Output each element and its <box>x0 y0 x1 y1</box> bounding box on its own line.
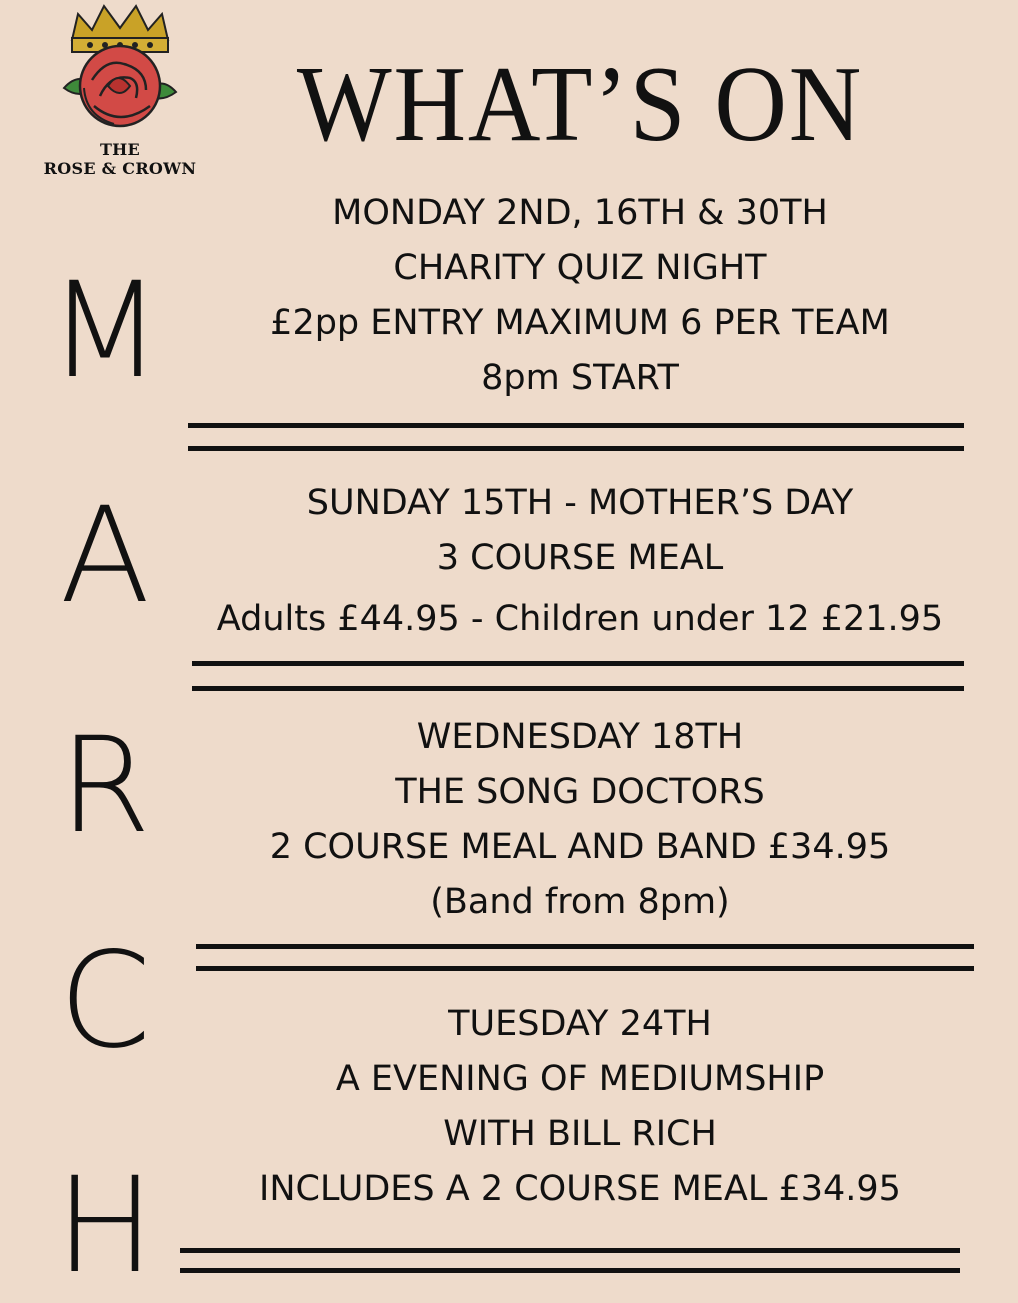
divider <box>192 661 964 666</box>
event-date: MONDAY 2ND, 16TH & 30TH <box>332 193 828 233</box>
month-letter-r: R <box>59 709 151 863</box>
event-song-doctors <box>190 710 970 930</box>
event-date: TUESDAY 24TH <box>448 1004 712 1044</box>
event-title: CHARITY QUIZ NIGHT <box>393 248 767 288</box>
month-letter-h: H <box>55 1149 155 1303</box>
event-detail: 2 COURSE MEAL AND BAND £34.95 <box>269 827 891 867</box>
brand-logo <box>30 0 210 190</box>
page-title: WHAT’S ON <box>296 45 864 164</box>
event-quiz-night <box>190 186 970 406</box>
event-detail: (Band from 8pm) <box>430 882 730 922</box>
month-letter-a: A <box>59 479 151 633</box>
divider <box>196 966 974 971</box>
brand-line-1: THE <box>99 140 141 159</box>
event-date: SUNDAY 15TH - MOTHER’S DAY <box>306 483 854 523</box>
brand-line-2: ROSE & CROWN <box>43 159 197 178</box>
event-title: THE SONG DOCTORS <box>395 772 765 812</box>
event-detail: INCLUDES A 2 COURSE MEAL £34.95 <box>259 1169 901 1209</box>
divider <box>180 1248 960 1253</box>
event-mediumship <box>190 997 970 1217</box>
event-detail: £2pp ENTRY MAXIMUM 6 PER TEAM <box>270 303 890 343</box>
event-detail: 8pm START <box>481 358 679 398</box>
month-letter-m: M <box>48 254 162 408</box>
event-title: WITH BILL RICH <box>443 1114 717 1154</box>
brand-name <box>30 140 210 178</box>
month-letter-c: C <box>58 924 152 1078</box>
event-title: A EVENING OF MEDIUMSHIP <box>335 1059 825 1099</box>
event-title: 3 COURSE MEAL <box>436 538 724 578</box>
event-mothers-day <box>190 476 970 647</box>
divider <box>180 1268 960 1273</box>
event-date: WEDNESDAY 18TH <box>416 717 744 757</box>
event-detail: Adults £44.95 - Children under 12 £21.95 <box>216 599 944 639</box>
divider <box>188 423 964 428</box>
rose-and-crown-icon <box>50 0 190 140</box>
divider <box>196 944 974 949</box>
divider <box>188 446 964 451</box>
divider <box>192 686 964 691</box>
